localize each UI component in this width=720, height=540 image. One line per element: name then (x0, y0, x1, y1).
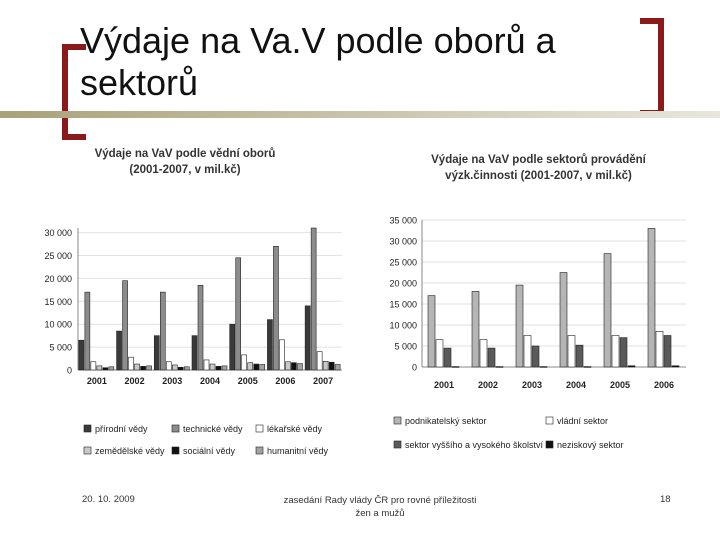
chart1-title-line2: (2001-2007, v mil.kč) (129, 164, 241, 176)
undefined-bar (291, 363, 296, 370)
undefined-bar (97, 366, 102, 370)
undefined-bar (242, 355, 247, 370)
chart2-bar (648, 228, 655, 367)
undefined-bar (273, 246, 278, 370)
undefined-legend-label: sociální vědy (183, 446, 236, 456)
chart2-xtick-label: 2005 (609, 380, 631, 390)
chart2-legend-swatch (394, 417, 401, 424)
undefined-bar (260, 365, 265, 370)
undefined-bar (236, 258, 241, 370)
undefined-bar (129, 357, 134, 370)
undefined-bar (248, 363, 253, 370)
undefined-bar (123, 281, 128, 370)
chart2-title-line2: výzk.činnosti (2001-2007, v mil.kč) (445, 170, 632, 182)
chart2-xtick-label: 2002 (477, 380, 499, 390)
undefined-legend-swatch (256, 447, 263, 454)
chart2-bar (560, 273, 567, 368)
title-bracket-right (640, 18, 664, 116)
undefined-bar (198, 285, 203, 370)
undefined-bar (117, 331, 122, 370)
undefined-bar (79, 340, 84, 370)
chart2-legend-label: podnikatelský sektor (405, 416, 487, 426)
footer-date: 20. 10. 2009 (82, 494, 135, 505)
undefined-xtick-label: 2001 (86, 376, 107, 386)
chart2-bar (444, 348, 451, 367)
undefined-bar (147, 366, 152, 370)
undefined-bar (154, 336, 159, 370)
footer-caption-line1: zasedání Rady vlády ČR pro rovné příležitosti (283, 495, 477, 506)
chart2-legend-swatch (546, 441, 553, 448)
undefined-bar (323, 361, 328, 370)
chart2-ytick-label: 10 000 (389, 320, 417, 331)
chart2-xtick-label: 2004 (565, 380, 587, 390)
undefined-legend-label: zemědělské vědy (95, 446, 165, 456)
chart2-legend-swatch (394, 441, 401, 448)
chart2-bar (524, 336, 531, 368)
undefined-bar (216, 366, 221, 370)
chart2-legend-swatch (546, 417, 553, 424)
chart2-bar (612, 336, 619, 368)
undefined-ytick-label: 0 (66, 365, 72, 376)
chart2-xtick-label: 2006 (653, 380, 675, 390)
undefined-ytick-label: 20 000 (44, 273, 72, 284)
chart2-ytick-label: 35 000 (389, 215, 417, 226)
chart2-bar (620, 338, 627, 367)
undefined-legend-swatch (84, 447, 91, 454)
chart2-bar (496, 367, 503, 368)
undefined-bar (166, 362, 171, 370)
chart2-bar (664, 336, 671, 368)
undefined-ytick-label: 25 000 (44, 250, 72, 261)
undefined-ytick-label: 15 000 (44, 296, 72, 307)
undefined-bar (285, 362, 290, 370)
undefined-bar (210, 364, 215, 370)
undefined-legend-label: přírodní vědy (95, 424, 148, 434)
undefined-xtick-label: 2007 (313, 376, 334, 386)
undefined-bar (109, 367, 114, 370)
chart2-bar (584, 367, 591, 368)
chart1-svg (32, 210, 352, 485)
chart2-bar (568, 336, 575, 368)
undefined-legend-label: humanitní vědy (267, 446, 329, 456)
undefined-bar (204, 360, 209, 370)
undefined-xtick-label: 2004 (199, 376, 221, 386)
undefined-bar (305, 306, 310, 370)
chart2-xtick-label: 2001 (433, 380, 455, 390)
undefined-bar (192, 336, 197, 370)
undefined-legend-swatch (172, 425, 179, 432)
undefined-xtick-label: 2002 (124, 376, 145, 386)
undefined-bar (335, 365, 340, 370)
title-underline-bar (0, 111, 720, 118)
undefined-legend-swatch (256, 425, 263, 432)
undefined-bar (160, 292, 165, 370)
undefined-bar (222, 366, 227, 370)
chart2-bar (488, 348, 495, 367)
chart2-ytick-label: 15 000 (389, 299, 417, 310)
chart2-xtick-label: 2003 (521, 380, 543, 390)
chart2-ytick-label: 30 000 (389, 236, 417, 247)
chart1-title (60, 146, 310, 178)
undefined-ytick-label: 5 000 (49, 342, 72, 353)
undefined-bar (311, 228, 316, 370)
chart2-bar (428, 296, 435, 367)
undefined-bar (297, 364, 302, 370)
chart2-ytick-label: 20 000 (389, 278, 417, 289)
chart2-bar (604, 254, 611, 367)
undefined-bar (317, 352, 322, 370)
chart2-legend-label: neziskový sektor (557, 440, 624, 450)
chart2-bar (628, 366, 635, 367)
chart2-bar (516, 285, 523, 367)
chart2-bar (452, 367, 459, 368)
undefined-bar (184, 367, 189, 370)
undefined-xtick-label: 2003 (162, 376, 183, 386)
footer-caption (250, 494, 510, 520)
undefined-legend-swatch (84, 425, 91, 432)
undefined-legend-label: technické vědy (183, 424, 243, 434)
chart2-ytick-label: 25 000 (389, 257, 417, 268)
chart2-bar (436, 340, 443, 367)
undefined-ytick-label: 10 000 (44, 319, 72, 330)
undefined-legend-swatch (172, 447, 179, 454)
undefined-xtick-label: 2006 (275, 376, 296, 386)
chart2-bar (472, 291, 479, 367)
undefined-bar (85, 292, 90, 370)
chart2-svg (380, 210, 700, 460)
chart2-ytick-label: 5 000 (394, 341, 417, 352)
undefined-ytick-label: 30 000 (44, 228, 72, 239)
undefined-bar (230, 324, 235, 370)
undefined-bar (178, 367, 183, 370)
undefined-legend-label: lékařské vědy (267, 424, 323, 434)
chart2-legend-label: sektor vyššího a vysokého školství (405, 440, 544, 450)
undefined-bar (279, 340, 284, 370)
chart2-bar (576, 345, 583, 367)
undefined-bar (141, 366, 146, 370)
undefined-bar (91, 362, 96, 370)
undefined-bar (329, 362, 334, 370)
undefined-bar (267, 320, 272, 370)
footer-caption-line2: žen a mužů (355, 508, 405, 519)
chart2-title-line1: Výdaje na VaV podle sektorů provádění (431, 154, 646, 166)
chart2-bar (480, 340, 487, 367)
chart2-bar (656, 331, 663, 367)
chart2-legend-label: vládní sektor (557, 416, 609, 426)
chart2-bar (540, 367, 547, 368)
chart2-ytick-label: 0 (411, 362, 417, 373)
chart2-bar (532, 346, 539, 367)
page-number: 18 (660, 494, 671, 505)
undefined-xtick-label: 2005 (237, 376, 258, 386)
undefined-bar (254, 364, 259, 370)
slide-title: Výdaje na Va.V podle oborů a sektorů (80, 20, 556, 103)
undefined-bar (135, 364, 140, 370)
chart2-title (406, 152, 671, 184)
undefined-bar (103, 368, 108, 370)
chart1-title-line1: Výdaje na VaV podle vědní oborů (94, 148, 276, 160)
undefined-bar (172, 365, 177, 370)
chart2-bar (672, 366, 679, 367)
